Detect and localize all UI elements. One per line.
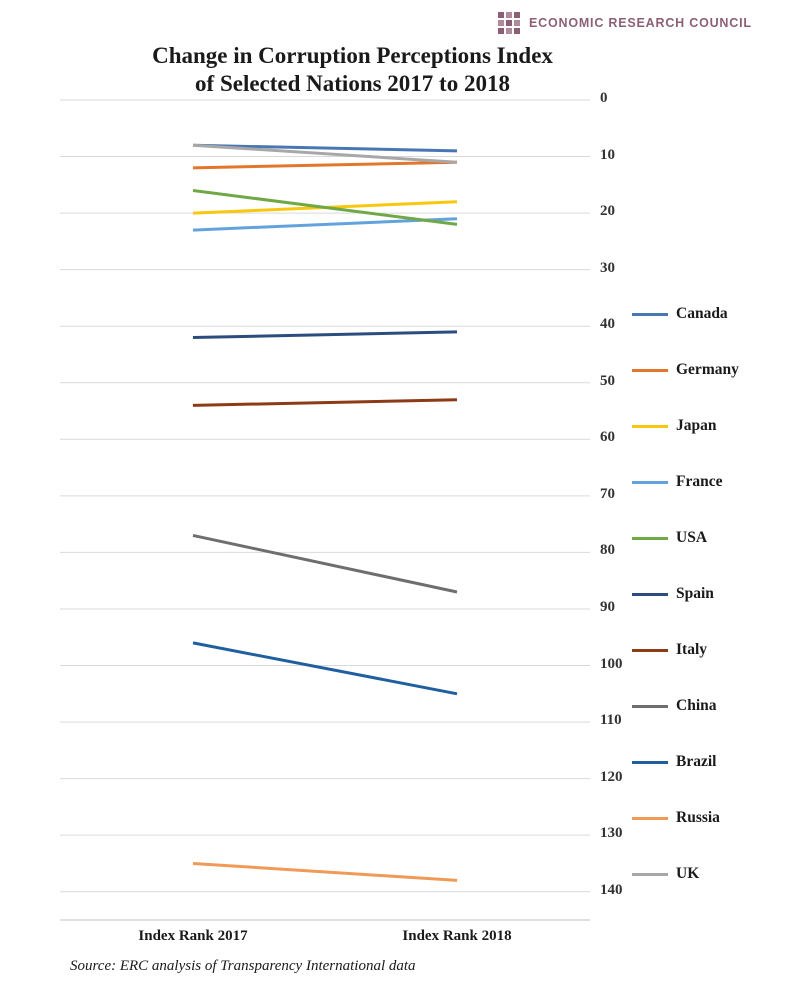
legend-item-brazil[interactable] xyxy=(632,734,792,790)
legend-label: Germany xyxy=(676,361,739,378)
legend-swatch-japan xyxy=(632,425,668,428)
legend-item-canada[interactable] xyxy=(632,286,792,342)
legend-swatch-italy xyxy=(632,649,668,652)
y-axis-tick: 50 xyxy=(600,372,615,389)
y-axis-tick: 10 xyxy=(600,146,615,163)
y-axis-tick: 20 xyxy=(600,203,615,220)
legend-item-germany[interactable] xyxy=(632,342,792,398)
y-axis-tick: 90 xyxy=(600,598,615,615)
legend-label: Spain xyxy=(676,585,714,602)
legend-item-japan[interactable] xyxy=(632,398,792,454)
series-line-china xyxy=(193,535,457,592)
chart-title-line1: Change in Corruption Perceptions Index xyxy=(152,43,553,68)
y-axis-tick: 120 xyxy=(600,768,623,785)
legend-swatch-canada xyxy=(632,313,668,316)
legend-label: USA xyxy=(676,529,708,546)
y-axis-tick: 70 xyxy=(600,485,615,502)
legend-swatch-china xyxy=(632,705,668,708)
legend-label: Japan xyxy=(676,417,717,434)
y-axis-tick: 130 xyxy=(600,825,623,842)
legend-item-italy[interactable] xyxy=(632,622,792,678)
legend-label: UK xyxy=(676,865,700,882)
y-axis-tick: 140 xyxy=(600,881,623,898)
legend-swatch-uk xyxy=(632,873,668,876)
series-line-russia xyxy=(193,863,457,880)
x-axis-tick: Index Rank 2017 xyxy=(138,928,248,944)
y-axis-tick: 30 xyxy=(600,259,615,276)
legend-label: Russia xyxy=(676,809,720,826)
chart-legend xyxy=(632,286,792,902)
legend-swatch-germany xyxy=(632,369,668,372)
legend-swatch-usa xyxy=(632,537,668,540)
y-axis-tick: 40 xyxy=(600,316,615,333)
source-note: Source: ERC analysis of Transparency International data xyxy=(70,958,416,974)
series-line-germany xyxy=(193,162,457,168)
chart-title-line2: of Selected Nations 2017 to 2018 xyxy=(195,70,510,96)
series-line-usa xyxy=(193,190,457,224)
legend-item-usa[interactable] xyxy=(632,510,792,566)
series-line-italy xyxy=(193,400,457,406)
series-line-brazil xyxy=(193,643,457,694)
legend-label: France xyxy=(676,473,723,490)
y-axis-tick: 80 xyxy=(600,542,615,559)
legend-item-russia[interactable] xyxy=(632,790,792,846)
legend-swatch-spain xyxy=(632,593,668,596)
org-name: ECONOMIC RESEARCH COUNCIL xyxy=(529,16,752,30)
series-line-spain xyxy=(193,332,457,338)
legend-item-spain[interactable] xyxy=(632,566,792,622)
legend-item-uk[interactable] xyxy=(632,846,792,902)
y-axis-tick: 100 xyxy=(600,655,623,672)
legend-label: Canada xyxy=(676,305,728,322)
legend-label: Brazil xyxy=(676,753,717,770)
y-axis-tick: 110 xyxy=(600,712,622,729)
x-axis-tick: Index Rank 2018 xyxy=(402,928,512,944)
legend-item-china[interactable] xyxy=(632,678,792,734)
legend-label: Italy xyxy=(676,641,707,658)
legend-swatch-russia xyxy=(632,817,668,820)
legend-item-france[interactable] xyxy=(632,454,792,510)
legend-label: China xyxy=(676,697,717,714)
legend-swatch-france xyxy=(632,481,668,484)
legend-swatch-brazil xyxy=(632,761,668,764)
y-axis-tick: 0 xyxy=(600,90,608,106)
y-axis-tick: 60 xyxy=(600,429,615,446)
